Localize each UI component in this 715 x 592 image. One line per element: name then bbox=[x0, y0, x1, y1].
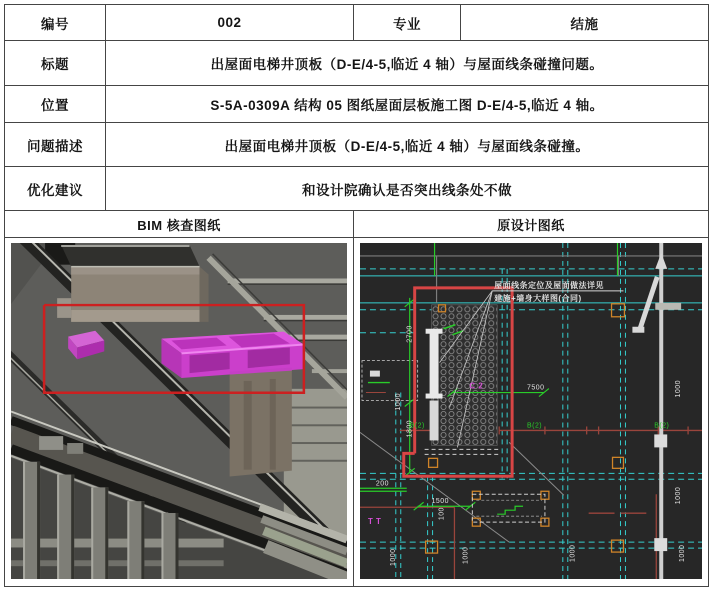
row1-label-discipline: 专业 bbox=[354, 5, 461, 41]
bim-3d-scene bbox=[11, 243, 347, 579]
row5-label-suggestion: 优化建议 bbox=[5, 167, 106, 211]
dim-text: 1000 bbox=[679, 544, 687, 563]
dim-text: 1000 bbox=[675, 380, 683, 398]
dim-text: 1000 bbox=[675, 486, 683, 505]
bim-image-cell bbox=[5, 238, 354, 586]
panel-header-original: 原设计图纸 bbox=[354, 211, 708, 238]
dim-text: 1000 bbox=[389, 548, 397, 567]
dim-text: 1800 bbox=[406, 419, 414, 438]
panel-header-bim: BIM 核查图纸 bbox=[5, 211, 354, 238]
row4-value-problem: 出屋面电梯井顶板（D-E/4-5,临近 4 轴）与屋面线条碰撞。 bbox=[106, 123, 708, 167]
row3-label-location: 位置 bbox=[5, 86, 106, 123]
issue-report-table bbox=[4, 4, 709, 587]
cad-note-line2: 建施+墙身大样图(合同) bbox=[494, 293, 582, 303]
row2-label-title: 标题 bbox=[5, 41, 106, 86]
magenta-mark: T T bbox=[367, 517, 382, 527]
dim-text: 1000 bbox=[394, 393, 402, 411]
cad-image-cell bbox=[354, 238, 708, 586]
row2-value-title: 出屋面电梯井顶板（D-E/4-5,临近 4 轴）与屋面线条碰撞问题。 bbox=[106, 41, 708, 86]
dim-text: 7500 bbox=[527, 384, 545, 392]
dim-text: 1500 bbox=[431, 498, 450, 506]
beam-label: B(2) bbox=[654, 422, 670, 430]
row4-label-problem: 问题描述 bbox=[5, 123, 106, 167]
cad-drawing-view bbox=[360, 243, 702, 579]
beam-label: B(2) bbox=[527, 422, 543, 430]
row5-value-suggestion: 和设计院确认是否突出线条处不做 bbox=[106, 167, 708, 211]
dim-text: 2700 bbox=[406, 325, 414, 343]
row3-value-location: S-5A-0309A 结构 05 图纸屋面层板施工图 D-E/4-5,临近 4 轴。 bbox=[106, 86, 708, 123]
elevator-shaft-box bbox=[57, 245, 208, 322]
bim-3d-view bbox=[11, 243, 347, 579]
dim-text: 100 bbox=[438, 507, 446, 521]
magenta-mark: C 2 bbox=[469, 381, 484, 391]
cad-drawing bbox=[360, 243, 702, 579]
row1-value-discipline: 结施 bbox=[461, 5, 708, 41]
beam-label: B(2) bbox=[409, 422, 425, 430]
row1-label-number: 编号 bbox=[5, 5, 106, 41]
dim-text: 1000 bbox=[569, 544, 577, 563]
cad-hatch-region bbox=[425, 305, 500, 455]
row1-value-number: 002 bbox=[106, 5, 354, 41]
dim-text: 200 bbox=[375, 480, 389, 488]
dim-text: 1000 bbox=[462, 546, 470, 565]
cad-note-line1: 屋面线条定位及屋面做法详见 bbox=[494, 280, 604, 290]
